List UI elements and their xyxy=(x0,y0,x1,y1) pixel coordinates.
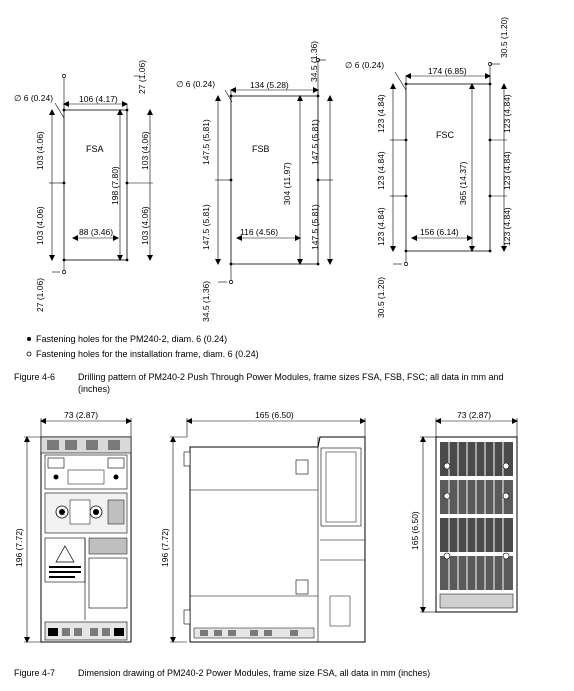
front-height-dim: 196 (7.72) xyxy=(14,528,24,567)
fsb-right-upper-dim: 147.5 (5.81) xyxy=(310,119,320,165)
fsa-right-upper-dim: 103 (4.06) xyxy=(140,131,150,170)
legend xyxy=(27,334,259,359)
fsa-bottom-dim: 27 (1.06) xyxy=(35,277,45,312)
legend-open-circle-icon xyxy=(27,352,31,356)
fsb-diameter-label: ∅ 6 (0.24) xyxy=(176,79,216,89)
fsb-outline xyxy=(231,96,318,264)
legend-item-pm240: Fastening holes for the PM240-2, diam. 6 (0.24) xyxy=(36,334,228,344)
side-view xyxy=(160,410,365,642)
fsb-label: FSB xyxy=(252,144,270,154)
figure47-number: Figure 4-7 xyxy=(14,668,56,678)
fsa-hole-spacing-dim: 88 (3.46) xyxy=(79,227,114,237)
fsb-height-dim: 304 (11.97) xyxy=(282,162,292,205)
drilling-pattern-fsa xyxy=(14,60,153,312)
figure47-caption: Dimension drawing of PM240-2 Power Modules, frame size FSA, all data in mm (inches) xyxy=(78,668,431,678)
fsa-top-dim: 27 (1.06) xyxy=(137,59,147,94)
fsc-left-dim-2: 123 (4.84) xyxy=(376,151,386,190)
fsc-right-dim-3: 123 (4.84) xyxy=(502,207,512,246)
fsb-top-dim: 34.5 (1.36) xyxy=(309,40,319,82)
fsa-frame-hole-bottom xyxy=(62,270,65,273)
fsa-width-dim: 106 (4.17) xyxy=(79,94,118,104)
side-width-dim: 165 (6.50) xyxy=(255,410,294,420)
fsa-label: FSA xyxy=(86,144,104,154)
drilling-pattern-fsc xyxy=(345,17,512,318)
fsc-top-dim: 30.5 (1.20) xyxy=(499,16,509,58)
fsa-frame-hole-top xyxy=(62,74,65,77)
fsb-left-upper-dim: 147.5 (5.81) xyxy=(201,119,211,165)
fsa-right-lower-dim: 103 (4.06) xyxy=(140,206,150,245)
front-view xyxy=(14,410,131,642)
fsa-left-lower-dim: 103 (4.06) xyxy=(35,206,45,245)
fsb-right-lower-dim: 147.5 (5.81) xyxy=(310,204,320,250)
figure46-number: Figure 4-6 xyxy=(14,372,56,382)
fsc-outline xyxy=(406,84,490,251)
fsc-bottom-dim: 30.5 (1.20) xyxy=(376,276,386,318)
fsa-height-dim: 198 (7.80) xyxy=(110,166,120,205)
fsb-width-dim: 134 (5.28) xyxy=(250,80,289,90)
top-view xyxy=(410,410,517,612)
fsc-right-dim-2: 123 (4.84) xyxy=(502,151,512,190)
drilling-pattern-fsb xyxy=(176,41,333,322)
fsb-frame-hole-bottom xyxy=(229,280,232,283)
fsb-hole-spacing-dim: 116 (4.56) xyxy=(240,227,279,237)
legend-item-frame: Fastening holes for the installation frame, diam. 6 (0.24) xyxy=(36,349,259,359)
fsc-left-dim-1: 123 (4.84) xyxy=(376,94,386,133)
fsa-mount-hole-mid xyxy=(63,182,66,185)
fsb-left-lower-dim: 147.5 (5.81) xyxy=(201,204,211,250)
fsa-diameter-label: ∅ 6 (0.24) xyxy=(14,93,54,103)
fsc-height-dim: 365 (14.37) xyxy=(458,161,468,205)
fsc-hole-spacing-dim: 156 (6.14) xyxy=(420,227,459,237)
figure46-caption-line1: Drilling pattern of PM240-2 Push Through Power Modules, frame sizes FSA, FSB, FSC; all data in mm and xyxy=(78,372,504,382)
fsa-left-upper-dim: 103 (4.06) xyxy=(35,131,45,170)
fsc-width-dim: 174 (6.85) xyxy=(428,66,467,76)
front-width-dim: 73 (2.87) xyxy=(64,410,99,420)
top-width-dim: 73 (2.87) xyxy=(457,410,492,420)
fsb-bottom-dim: 34.5 (1.36) xyxy=(201,280,211,322)
fsc-right-dim-1: 123 (4.84) xyxy=(502,94,512,133)
side-height-dim: 196 (7.72) xyxy=(160,528,170,567)
figure46-caption-line2: (inches) xyxy=(78,384,111,394)
fsc-left-dim-3: 123 (4.84) xyxy=(376,207,386,246)
legend-filled-circle-icon xyxy=(27,337,31,341)
top-depth-dim: 165 (6.50) xyxy=(410,511,420,550)
fsc-frame-hole-bottom xyxy=(404,262,407,265)
fsc-diameter-label: ∅ 6 (0.24) xyxy=(345,60,385,70)
fsc-label: FSC xyxy=(436,130,454,140)
